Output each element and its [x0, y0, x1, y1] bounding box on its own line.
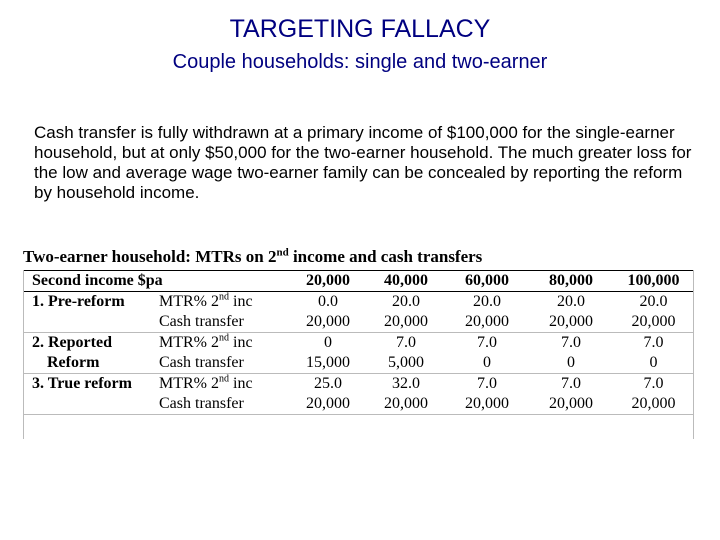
body-paragraph: Cash transfer is fully withdrawn at a primary income of $100,000 for the single-earner household, but at only $50,000 for the two-earner household. The much greater loss for the low and average wage two-earner family can be concealed by reporting the reform by household income.: [34, 123, 692, 202]
table-cell: 0: [649, 354, 658, 371]
mtr-label: MTR% 2nd inc: [159, 374, 289, 395]
table-cell: 7.0: [613, 374, 694, 395]
mtr-label: MTR% 2nd inc: [159, 292, 289, 313]
row-group-label: 1. Pre-reform: [23, 292, 159, 313]
row-group-label: 2. Reported: [23, 333, 159, 354]
table-cell: 32.0: [367, 374, 445, 395]
table-cell: 0: [289, 333, 367, 354]
mtr-table: [23, 270, 694, 415]
table-cell: 7.0: [445, 333, 529, 354]
table-cell: 7.0: [529, 374, 613, 395]
table-cell: 20,000: [529, 394, 613, 415]
row-group-label: 3. True reform: [23, 374, 159, 395]
slide-title: TARGETING FALLACY: [229, 15, 491, 43]
table-cell: 7.0: [613, 333, 694, 354]
header-label: Second income $pa: [23, 271, 289, 292]
header-col: 60,000: [445, 271, 529, 292]
header-col: 100,000: [613, 271, 694, 292]
table-row: [23, 333, 694, 354]
table-cell: 0.0: [289, 292, 367, 313]
table-cell: 20,000: [613, 394, 694, 415]
table-row: [23, 353, 694, 374]
table-cell: 20,000: [367, 394, 445, 415]
table-cell: 20.0: [529, 292, 613, 313]
table-cell: 7.0: [445, 374, 529, 395]
cash-transfer-label: Cash transfer: [159, 354, 244, 371]
row-group-label: [23, 394, 159, 415]
mtr-table-block: [23, 248, 694, 415]
table-title-rest: income and cash transfers: [288, 247, 483, 266]
table-cell: 20,000: [384, 313, 429, 330]
table-cell: 0: [567, 354, 576, 371]
table-row: [23, 394, 694, 415]
table-row: [23, 374, 694, 395]
table-cell: 5,000: [388, 354, 425, 371]
header-col: 80,000: [529, 271, 613, 292]
mtr-label: MTR% 2nd inc: [159, 333, 289, 354]
cash-transfer-label: Cash transfer: [159, 313, 244, 330]
table-cell: 20,000: [465, 313, 510, 330]
table-title-main: Two-earner household: MTRs on 2: [23, 247, 277, 266]
cash-transfer-label: Cash transfer: [159, 394, 289, 415]
table-cell: 20,000: [549, 313, 594, 330]
table-title: [23, 248, 694, 270]
table-cell: 7.0: [529, 333, 613, 354]
row-group-label: Reform: [47, 354, 100, 371]
header-col: 20,000: [289, 271, 367, 292]
table-cell: 15,000: [306, 354, 351, 371]
table-cell: 20,000: [445, 394, 529, 415]
table-row: [23, 292, 694, 313]
slide-subtitle: Couple households: single and two-earner: [172, 51, 548, 73]
table-header-row: [23, 271, 694, 292]
table-cell: 0: [483, 354, 492, 371]
row-group-label: [23, 312, 159, 333]
table-title-superscript: nd: [276, 246, 289, 259]
table-cell: 20.0: [367, 292, 445, 313]
table-cell: 20.0: [445, 292, 529, 313]
table-cell: 20,000: [631, 313, 676, 330]
table-cell: 20,000: [306, 313, 351, 330]
table-row: [23, 312, 694, 333]
table-cell: 20,000: [289, 394, 367, 415]
header-col: 40,000: [367, 271, 445, 292]
table-cell: 25.0: [289, 374, 367, 395]
table-cell: 20.0: [613, 292, 694, 313]
table-cell: 7.0: [367, 333, 445, 354]
